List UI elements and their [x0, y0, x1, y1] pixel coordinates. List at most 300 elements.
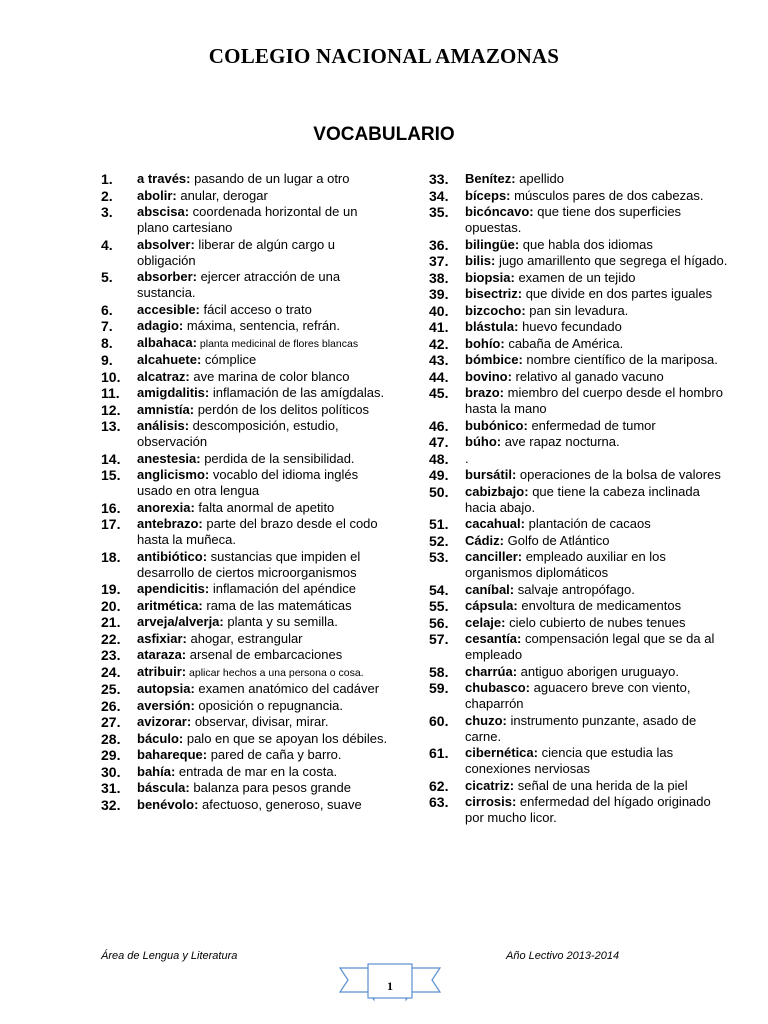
entry-definition: examen anatómico del cadáver	[194, 681, 380, 696]
entry-definition: señal de una herida de la piel	[514, 777, 688, 793]
entry-term: amigdalitis:	[137, 385, 210, 400]
entry-text	[465, 516, 729, 532]
entry-text	[465, 286, 729, 302]
entry-definition: que tiene dos superficies opuestas.	[465, 204, 682, 235]
entry-definition: .	[465, 450, 469, 466]
vocabulary-entry	[429, 352, 729, 368]
entry-text	[465, 598, 729, 614]
vocabulary-entry	[429, 778, 729, 794]
entry-number: 13.	[101, 418, 121, 434]
vocabulary-entry	[101, 664, 391, 681]
entry-term: búho:	[465, 434, 502, 449]
entry-number: 58.	[429, 663, 449, 680]
vocabulary-entry	[429, 680, 729, 712]
school-name: COLEGIO NACIONAL AMAZONAS	[208, 44, 560, 68]
entry-text	[465, 369, 729, 385]
entry-number: 59.	[429, 680, 449, 696]
entry-term: abolir:	[137, 187, 177, 203]
entry-number: 43.	[429, 352, 449, 368]
entry-definition: vocablo del idioma inglés usado en otra lengua	[137, 467, 359, 498]
entry-number: 20.	[101, 597, 121, 614]
entry-definition: pan sin levadura.	[525, 302, 629, 318]
entry-term: cicatriz:	[465, 777, 515, 793]
entry-number: 37.	[429, 253, 449, 269]
entry-term: bizcocho:	[465, 302, 526, 318]
entry-term: chuzo:	[465, 712, 507, 728]
entry-text	[465, 204, 729, 236]
entry-number: 29.	[101, 747, 121, 763]
vocabulary-entry	[101, 352, 391, 368]
entry-text	[137, 664, 391, 681]
vocabulary-entry	[101, 451, 391, 467]
entry-definition: perdón de los delitos políticos	[194, 401, 369, 417]
vocabulary-entry	[101, 269, 391, 301]
vocabulary-entry	[101, 681, 391, 697]
entry-number: 62.	[429, 777, 449, 794]
entry-term: Benítez:	[465, 171, 516, 186]
entry-text	[137, 369, 391, 385]
entry-text	[137, 780, 391, 796]
entry-number: 35.	[429, 204, 449, 220]
entry-definition: aguacero breve con viento, chaparrón	[465, 680, 691, 711]
entry-number: 9.	[101, 352, 113, 368]
entry-definition: descomposición, estudio, observación	[137, 418, 339, 449]
entry-number: 18.	[101, 548, 121, 565]
entry-definition: compensación legal que se da al empleado	[465, 631, 715, 662]
vocabulary-entry	[101, 516, 391, 548]
entry-definition: miembro del cuerpo desde el hombro hasta la mano	[465, 385, 723, 416]
vocabulary-entry	[101, 598, 391, 614]
entry-text	[465, 303, 729, 319]
vocabulary-entry	[101, 747, 391, 763]
vocabulary-entry	[101, 402, 391, 418]
entry-term: caníbal:	[465, 581, 515, 597]
entry-term: amnistía:	[137, 401, 195, 417]
entry-text	[137, 516, 391, 548]
entry-term: brazo:	[465, 385, 504, 400]
vocabulary-entry	[101, 549, 391, 581]
entry-number: 11.	[101, 385, 120, 401]
entry-term: cesantía:	[465, 631, 522, 646]
entry-number: 54.	[429, 581, 449, 598]
entry-number: 15.	[101, 467, 121, 483]
entry-term: chubasco:	[465, 680, 531, 695]
entry-number: 55.	[429, 598, 449, 614]
entry-definition: coordenada horizontal de un plano cartesiano	[137, 204, 358, 235]
vocabulary-entry	[101, 467, 391, 499]
entry-text	[465, 680, 729, 712]
entry-definition: jugo amarillento que segrega el hígado.	[495, 253, 728, 268]
entry-definition: oposición o repugnancia.	[194, 697, 343, 713]
entry-text	[465, 713, 729, 745]
entry-text	[465, 319, 729, 335]
entry-definition: fácil acceso o trato	[199, 301, 312, 317]
vocabulary-entry	[101, 369, 391, 385]
entry-text	[465, 778, 729, 794]
entry-term: atribuir:	[137, 663, 187, 679]
entry-definition: cabaña de América.	[504, 335, 624, 351]
entry-term: blástula:	[465, 319, 519, 334]
entry-number: 4.	[101, 236, 113, 253]
vocabulary-entry	[101, 385, 391, 401]
entry-number: 14.	[101, 450, 121, 467]
entry-definition: que habla dos idiomas	[519, 236, 653, 252]
entry-definition: entrada de mar en la costa.	[175, 763, 338, 779]
entry-number: 1.	[101, 171, 113, 187]
entry-definition: ejercer atracción de una sustancia.	[137, 269, 341, 300]
entry-term: bicóncavo:	[465, 204, 534, 219]
entry-text	[465, 352, 729, 368]
entry-definition: planta y su semilla.	[223, 614, 338, 629]
vocabulary-entry	[429, 794, 729, 826]
entry-text	[137, 747, 391, 763]
entry-number: 42.	[429, 335, 449, 352]
vocabulary-entry	[101, 631, 391, 647]
entry-text	[137, 237, 391, 269]
footer-subject: Área de Lengua y Literatura	[101, 950, 238, 962]
entry-term: ataraza:	[137, 647, 187, 662]
entry-definition: cómplice	[201, 352, 257, 367]
entry-text	[137, 681, 391, 697]
vocabulary-entry	[429, 467, 729, 483]
entry-number: 57.	[429, 631, 449, 647]
entry-definition: cielo cubierto de nubes tenues	[505, 614, 686, 630]
entry-term: anestesia:	[137, 450, 201, 466]
vocabulary-entry	[429, 171, 729, 187]
entry-term: bovino:	[465, 368, 512, 384]
entry-text	[465, 385, 729, 417]
vocabulary-column-right	[429, 171, 729, 827]
entry-text	[465, 188, 729, 204]
entry-term: cápsula:	[465, 598, 518, 613]
entry-term: bubónico:	[465, 417, 528, 433]
entry-term: biopsia:	[465, 269, 515, 285]
entry-number: 52.	[429, 532, 449, 549]
vocabulary-entry	[101, 647, 391, 663]
entry-definition: que tiene la cabeza inclinada hacia abajo.	[465, 483, 700, 515]
entry-number: 25.	[101, 681, 121, 697]
entry-number: 45.	[429, 385, 449, 401]
entry-number: 51.	[429, 516, 449, 532]
entry-definition: instrumento punzante, asado de carne.	[465, 712, 697, 744]
entry-term: aversión:	[137, 697, 195, 713]
entry-definition: balanza para pesos grande	[189, 780, 351, 795]
entry-number: 46.	[429, 417, 449, 434]
entry-term: aritmética:	[137, 597, 203, 613]
entry-definition: enfermedad de tumor	[527, 417, 656, 433]
entry-number: 49.	[429, 467, 449, 483]
entry-term: adagio:	[137, 318, 184, 333]
entry-definition: anular, derogar	[176, 187, 268, 203]
entry-number: 27.	[101, 714, 121, 730]
entry-text	[465, 336, 729, 352]
entry-text	[137, 698, 391, 714]
entry-number: 39.	[429, 286, 449, 302]
entry-term: albahaca:	[137, 334, 197, 350]
entry-text	[465, 451, 729, 467]
entry-number: 2.	[101, 187, 113, 204]
vocabulary-entry	[101, 204, 391, 236]
entry-text	[465, 237, 729, 253]
entry-definition: rama de las matemáticas	[202, 597, 352, 613]
vocabulary-entry	[101, 698, 391, 714]
entry-definition: huevo fecundado	[518, 319, 622, 334]
vocabulary-entry	[429, 582, 729, 598]
vocabulary-entry	[101, 581, 391, 597]
entry-definition: parte del brazo desde el codo hasta la muñeca.	[137, 516, 378, 547]
entry-number: 3.	[101, 204, 113, 220]
entry-text	[465, 549, 729, 581]
vocabulary-entry	[429, 745, 729, 777]
vocabulary-entry	[429, 713, 729, 745]
entry-term: benévolo:	[137, 796, 199, 812]
entry-term: cibernética:	[465, 745, 538, 760]
vocabulary-column-left	[101, 171, 391, 813]
entry-term: antibiótico:	[137, 548, 208, 564]
entry-definition: pared de caña y barro.	[207, 747, 342, 762]
vocabulary-entry	[101, 171, 391, 187]
entry-term: canciller:	[465, 549, 523, 564]
entry-term: celaje:	[465, 614, 506, 630]
page-title: VOCABULARIO	[313, 124, 455, 145]
entry-text	[137, 647, 391, 663]
vocabulary-entry	[429, 188, 729, 204]
entry-text	[137, 335, 391, 352]
vocabulary-entry	[101, 731, 391, 747]
entry-text	[137, 171, 391, 187]
entry-definition: Golfo de Atlántico	[504, 532, 610, 548]
entry-number: 56.	[429, 614, 449, 631]
vocabulary-entry	[101, 318, 391, 334]
entry-number: 50.	[429, 483, 449, 500]
entry-definition: que divide en dos partes iguales	[522, 286, 713, 301]
entry-term: bómbice:	[465, 352, 523, 367]
vocabulary-entry	[429, 664, 729, 680]
entry-text	[137, 269, 391, 301]
entry-text	[137, 302, 391, 318]
entry-term: anorexia:	[137, 499, 195, 515]
page-number: 1	[387, 979, 393, 993]
vocabulary-entry	[429, 533, 729, 549]
entry-definition: máxima, sentencia, refrán.	[183, 318, 341, 333]
entry-definition: músculos pares de dos cabezas.	[510, 187, 704, 203]
entry-term: accesible:	[137, 301, 200, 317]
entry-text	[137, 188, 391, 204]
vocabulary-entry	[429, 303, 729, 319]
vocabulary-entry	[429, 336, 729, 352]
entry-term: absorber:	[137, 269, 197, 284]
entry-number: 60.	[429, 712, 449, 729]
entry-term: arveja/alverja:	[137, 614, 224, 629]
entry-definition: operaciones de la bolsa de valores	[516, 467, 721, 482]
entry-text	[137, 764, 391, 780]
entry-number: 41.	[429, 319, 449, 335]
entry-term: análisis:	[137, 418, 190, 433]
entry-text	[137, 204, 391, 236]
vocabulary-entry	[101, 418, 391, 450]
entry-number: 63.	[429, 794, 449, 810]
entry-definition: sustancias que impiden el desarrollo de ciertos microorganismos	[137, 548, 361, 580]
entry-definition: ave rapaz nocturna.	[501, 434, 620, 449]
entry-term: bilingüe:	[465, 236, 520, 252]
entry-number: 44.	[429, 368, 449, 385]
entry-text	[465, 664, 729, 680]
entry-number: 22.	[101, 630, 121, 647]
entry-definition: pasando de un lugar a otro	[190, 171, 350, 186]
vocabulary-entry	[101, 714, 391, 730]
entry-number: 61.	[429, 745, 449, 761]
vocabulary-entry	[101, 335, 391, 352]
entry-text	[137, 451, 391, 467]
entry-term: bahía:	[137, 763, 176, 779]
entry-text	[465, 745, 729, 777]
entry-term: abscisa:	[137, 204, 190, 219]
entry-term: antebrazo:	[137, 516, 203, 531]
entry-number: 31.	[101, 780, 121, 796]
entry-number: 30.	[101, 763, 121, 780]
entry-definition: aplicar hechos a una persona o cosa.	[186, 666, 364, 679]
entry-text	[465, 533, 729, 549]
footer-school-year: Año Lectivo 2013-2014	[506, 950, 620, 962]
entry-term: bíceps:	[465, 187, 511, 203]
entry-number: 10.	[101, 368, 121, 385]
entry-number: 36.	[429, 236, 449, 253]
vocabulary-entry	[429, 369, 729, 385]
entry-definition: inflamación de las amígdalas.	[209, 385, 385, 400]
entry-text	[465, 794, 729, 826]
entry-text	[465, 615, 729, 631]
entry-text	[465, 467, 729, 483]
vocabulary-entry	[429, 516, 729, 532]
entry-definition: inflamación del apéndice	[209, 581, 356, 596]
entry-definition: falta anormal de apetito	[194, 499, 335, 515]
vocabulary-entry	[429, 253, 729, 269]
vocabulary-entry	[429, 319, 729, 335]
entry-text	[137, 318, 391, 334]
entry-text	[137, 500, 391, 516]
entry-number: 32.	[101, 796, 121, 813]
entry-term: absolver:	[137, 236, 195, 252]
entry-text	[465, 434, 729, 450]
entry-term: anglicismo:	[137, 467, 210, 482]
entry-term: bursátil:	[465, 467, 517, 482]
entry-text	[465, 631, 729, 663]
entry-term: báscula:	[137, 780, 190, 795]
entry-definition: salvaje antropófago.	[514, 581, 635, 597]
entry-definition: enfermedad del hígado originado por mucho licor.	[465, 794, 711, 825]
entry-number: 53.	[429, 549, 449, 565]
entry-definition: ahogar, estrangular	[186, 630, 303, 646]
entry-number: 7.	[101, 318, 113, 334]
entry-definition: observar, divisar, mirar.	[191, 714, 329, 729]
entry-text	[137, 549, 391, 581]
entry-number: 34.	[429, 187, 449, 204]
entry-number: 23.	[101, 647, 121, 663]
entry-term: báculo:	[137, 730, 184, 746]
vocabulary-entry	[101, 188, 391, 204]
entry-text	[465, 171, 729, 187]
entry-text	[137, 731, 391, 747]
vocabulary-entry	[429, 286, 729, 302]
entry-number: 21.	[101, 614, 121, 630]
entry-text	[137, 581, 391, 597]
vocabulary-entry	[429, 615, 729, 631]
vocabulary-entry	[101, 764, 391, 780]
vocabulary-entry	[101, 797, 391, 813]
entry-text	[465, 582, 729, 598]
entry-definition: planta medicinal de flores blancas	[196, 337, 359, 350]
entry-text	[137, 352, 391, 368]
entry-text	[465, 484, 729, 516]
entry-definition: perdida de la sensibilidad.	[200, 450, 355, 466]
vocabulary-entry	[429, 434, 729, 450]
entry-term: asfixiar:	[137, 630, 187, 646]
entry-number: 47.	[429, 434, 449, 450]
entry-term: cacahual:	[465, 516, 525, 531]
entry-number: 38.	[429, 269, 449, 286]
entry-term: charrúa:	[465, 663, 518, 679]
entry-text	[137, 631, 391, 647]
vocabulary-entry	[101, 614, 391, 630]
entry-number: 33.	[429, 171, 449, 187]
vocabulary-entry	[429, 385, 729, 417]
entry-text	[137, 418, 391, 450]
vocabulary-entry	[101, 302, 391, 318]
entry-text	[137, 797, 391, 813]
entry-term: apendicitis:	[137, 581, 210, 596]
vocabulary-entry	[429, 237, 729, 253]
entry-term: bohío:	[465, 335, 505, 351]
entry-term: autopsia:	[137, 681, 195, 696]
entry-definition: ciencia que estudia las conexiones nerviosas	[465, 745, 674, 776]
vocabulary-entry	[429, 451, 729, 467]
entry-definition: liberar de algún cargo u obligación	[137, 236, 336, 268]
vocabulary-entry	[429, 418, 729, 434]
vocabulary-entry	[429, 270, 729, 286]
entry-text	[465, 418, 729, 434]
entry-text	[465, 253, 729, 269]
vocabulary-entry	[429, 598, 729, 614]
entry-text	[137, 385, 391, 401]
vocabulary-entry	[429, 631, 729, 663]
entry-term: cirrosis:	[465, 794, 517, 809]
entry-definition: palo en que se apoyan los débiles.	[183, 730, 388, 746]
entry-text	[137, 467, 391, 499]
entry-term: bilis:	[465, 253, 496, 268]
entry-number: 8.	[101, 334, 113, 351]
entry-text	[137, 614, 391, 630]
entry-number: 48.	[429, 450, 449, 467]
vocabulary-entry	[429, 204, 729, 236]
entry-number: 40.	[429, 302, 449, 319]
entry-definition: plantación de cacaos	[524, 516, 651, 531]
entry-definition: relativo al ganado vacuno	[511, 368, 664, 384]
vocabulary-entry	[429, 484, 729, 516]
entry-definition: afectuoso, generoso, suave	[198, 796, 362, 812]
entry-number: 16.	[101, 499, 121, 516]
entry-definition: ave marina de color blanco	[189, 368, 350, 384]
entry-definition: nombre científico de la mariposa.	[522, 352, 718, 367]
entry-definition: empleado auxiliar en los organismos diplomáticos	[465, 549, 666, 580]
entry-text	[137, 402, 391, 418]
entry-definition: arsenal de embarcaciones	[186, 647, 343, 662]
entry-number: 19.	[101, 581, 121, 597]
entry-definition: antiguo aborigen uruguayo.	[517, 663, 679, 679]
entry-term: a través:	[137, 171, 191, 186]
entry-term: alcatraz:	[137, 368, 190, 384]
entry-text	[137, 598, 391, 614]
entry-definition: envoltura de medicamentos	[517, 598, 682, 613]
